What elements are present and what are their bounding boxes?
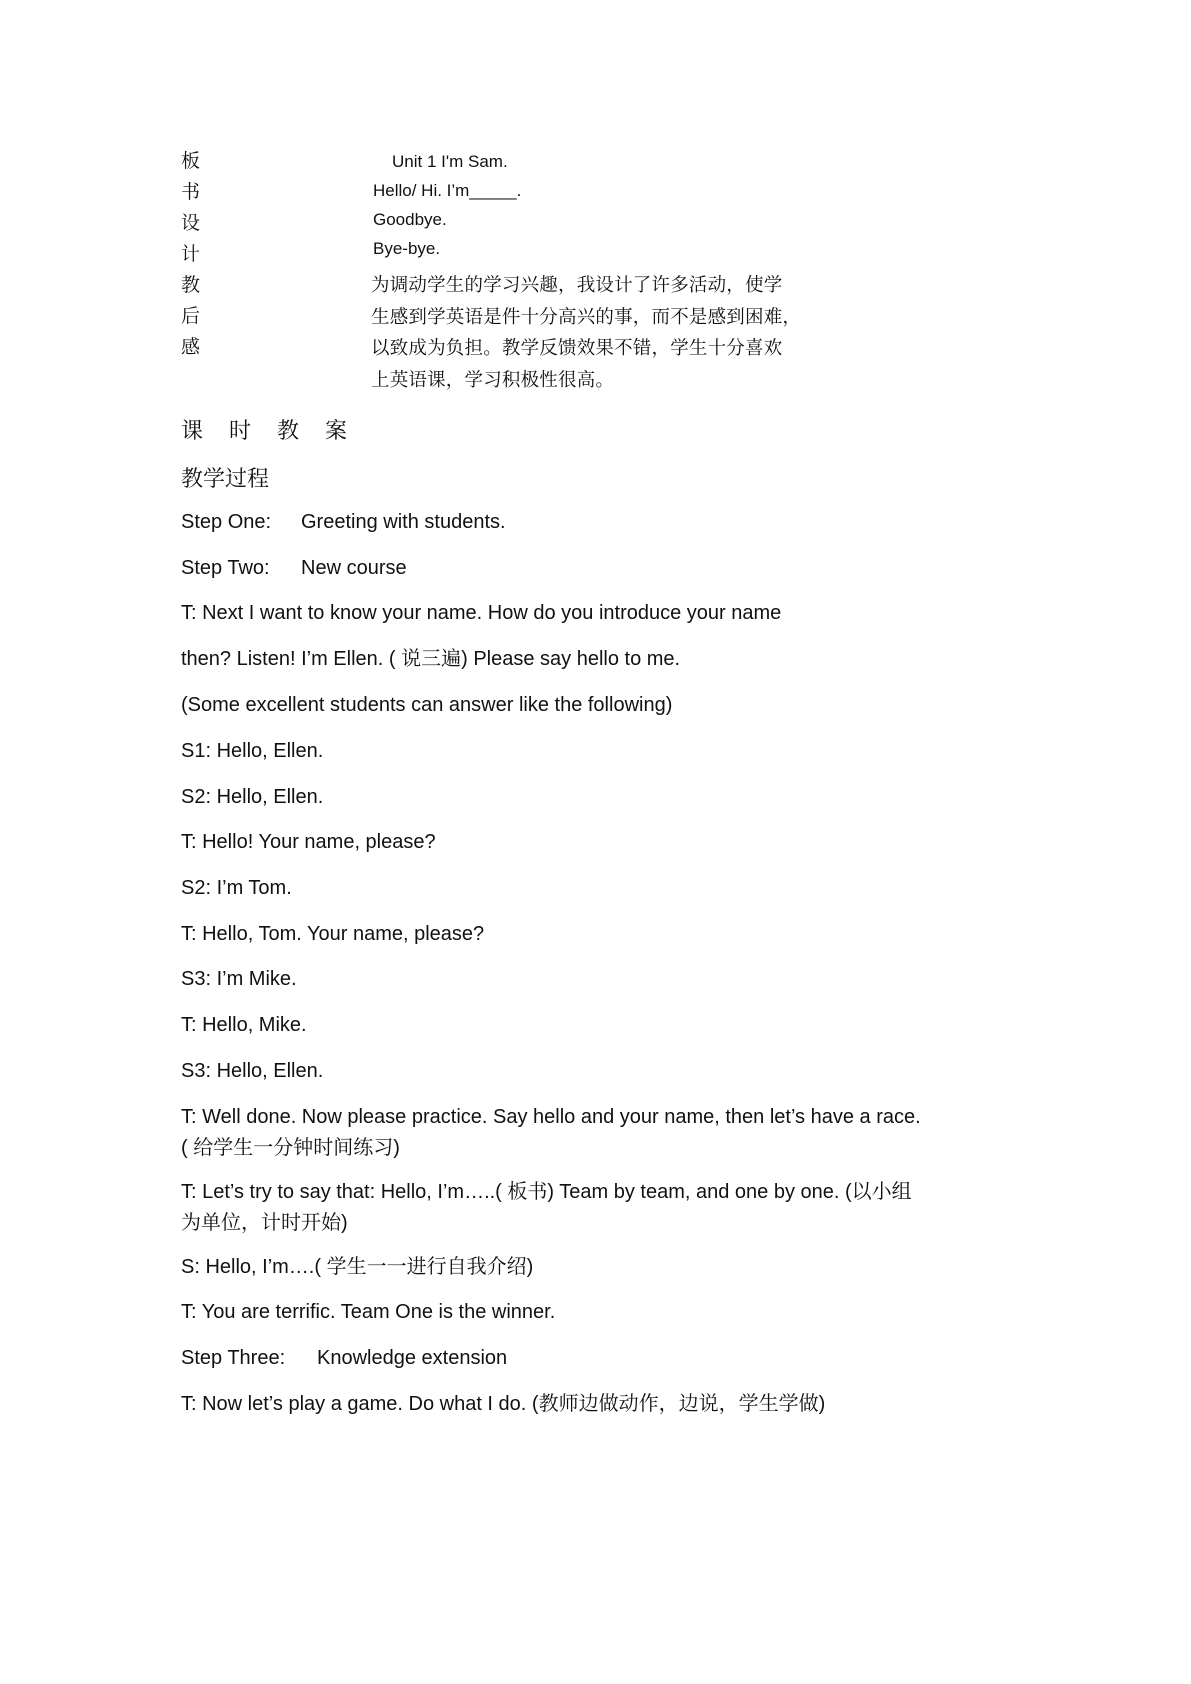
title-char: 教 (277, 419, 300, 444)
reflection-label-char: 感 (181, 336, 201, 358)
step-two-text: New course (301, 557, 407, 579)
dialogue-line: S3: Hello, Ellen. (181, 1060, 324, 1082)
board-design-label-char: 板 (181, 150, 201, 172)
lesson-plan-title (181, 414, 373, 445)
board-design-label-char: 书 (181, 181, 201, 203)
paragraph: T: Next I want to know your name. How do you introduce your name (181, 602, 782, 624)
board-design-label-char: 计 (181, 243, 201, 265)
step-one-label: Step One: (181, 511, 272, 533)
paragraph: then? Listen! I’m Ellen. ( 说三遍) Please say hello to me. (181, 648, 681, 670)
reflection-line: 上英语课，学习积极性很高。 (371, 369, 615, 391)
dialogue-line-part: T: Let’s try to say that: Hello, I’m…..( 板书) Team by team, and one by one. (以小组 (181, 1181, 912, 1203)
dialogue-line: S: Hello, I’m….( 学生一一进行自我介绍) (181, 1256, 534, 1278)
board-design-label-char: 设 (181, 212, 201, 234)
teaching-process-subtitle: 教学过程 (181, 467, 270, 492)
dialogue-line: T: You are terrific. Team One is the winner. (181, 1301, 556, 1323)
board-line: Hello/ Hi. I’m_____. (373, 181, 522, 200)
step-two-label: Step Two: (181, 557, 270, 579)
reflection-line: 生感到学英语是件十分高兴的事，而不是感到困难， (371, 306, 802, 328)
reflection-label-char: 后 (181, 305, 201, 327)
paragraph: (Some excellent students can answer like the following) (181, 694, 673, 716)
reflection-line: 为调动学生的学习兴趣，我设计了许多活动，使学 (371, 275, 783, 296)
dialogue-line: S3: I’m Mike. (181, 968, 297, 990)
dialogue-line: S2: I’m Tom. (181, 877, 292, 899)
title-char: 案 (325, 419, 348, 444)
dialogue-line: S2: Hello, Ellen. (181, 786, 324, 808)
row-labels (181, 146, 211, 363)
reflection-text (371, 270, 851, 396)
step-three-text: Knowledge extension (317, 1347, 508, 1369)
step-three-label: Step Three: (181, 1347, 286, 1369)
board-title-line: Unit 1 I'm Sam. (392, 152, 508, 171)
dialogue-line: T: Hello! Your name, please? (181, 831, 436, 853)
reflection-line: 以致成为负担。教学反馈效果不错，学生十分喜欢 (371, 338, 783, 359)
step-one (181, 507, 1021, 538)
dialogue-line (181, 1177, 1021, 1239)
dialogue-line: T: Hello, Mike. (181, 1014, 307, 1036)
dialogue-line: S1: Hello, Ellen. (181, 740, 324, 762)
title-char: 课 (181, 419, 204, 444)
dialogue-line-part: ( 给学生一分钟时间练习) (181, 1137, 400, 1159)
dialogue-line-part: 为单位，计时开始) (181, 1212, 348, 1234)
reflection-label-char: 教 (181, 274, 201, 296)
step-three (181, 1343, 1021, 1374)
dialogue-line: T: Hello, Tom. Your name, please? (181, 923, 485, 945)
dialogue-line (181, 1102, 1021, 1164)
step-one-text: Greeting with students. (301, 511, 506, 533)
step-two (181, 553, 1021, 584)
dialogue-line-part: T: Well done. Now please practice. Say hello and your name, then let’s have a race. (181, 1106, 921, 1128)
dialogue-line: T: Now let’s play a game. Do what I do. (教师边做动作，边说，学生学做) (181, 1393, 826, 1415)
board-line: Goodbye. (373, 210, 447, 229)
board-line: Bye-bye. (373, 239, 441, 258)
title-char: 时 (229, 419, 252, 444)
